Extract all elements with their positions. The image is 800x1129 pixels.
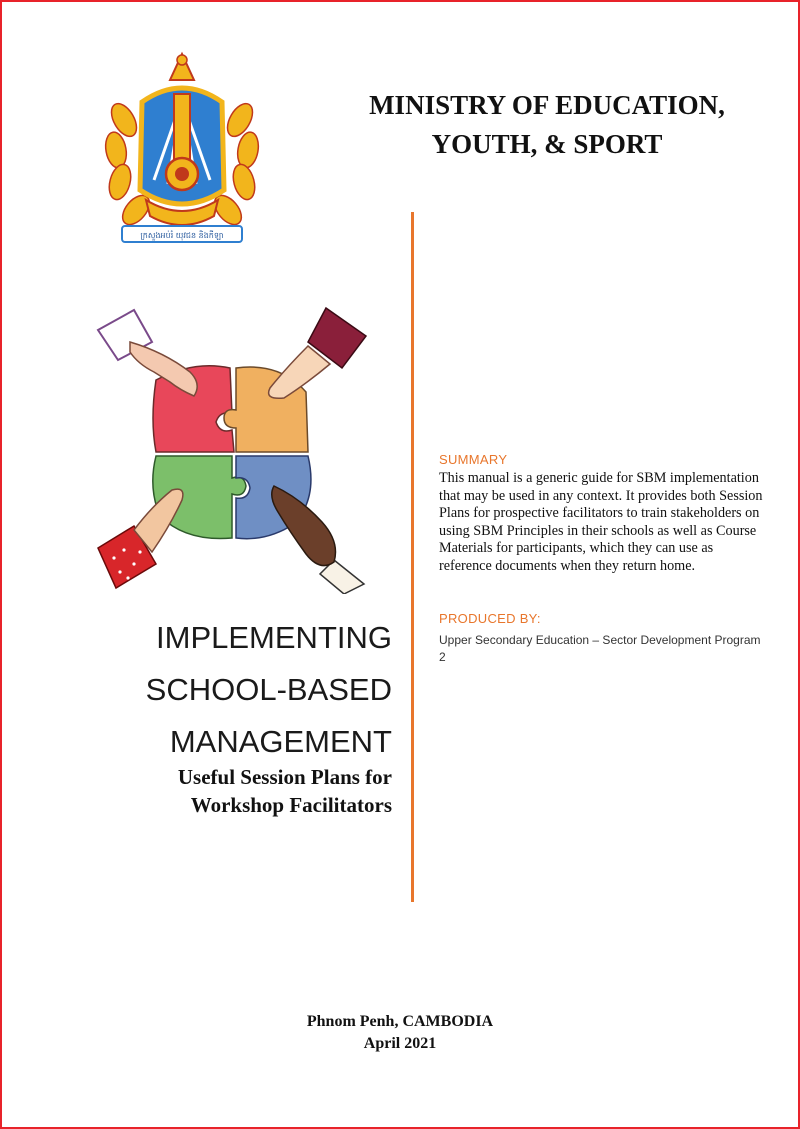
title-line2: SCHOOL-BASED xyxy=(145,672,392,707)
summary-heading: SUMMARY xyxy=(439,452,508,467)
ministry-title-line2: YOUTH, & SPORT xyxy=(431,129,663,159)
document-title xyxy=(102,612,392,768)
title-line1: IMPLEMENTING xyxy=(156,620,392,655)
ministry-emblem-icon xyxy=(102,50,262,250)
ministry-title-line1: MINISTRY OF EDUCATION, xyxy=(369,90,725,120)
produced-by-text: Upper Secondary Education – Sector Development Program 2 xyxy=(439,633,761,664)
publication-date: April 2021 xyxy=(363,1035,437,1052)
title-line3: MANAGEMENT xyxy=(169,724,392,759)
puzzle-hands-illustration xyxy=(94,302,374,594)
emblem-banner-text: ក្រសួងអប់រំ យុវជន និងកីឡា xyxy=(140,231,224,240)
document-subtitle xyxy=(102,763,392,819)
subtitle-line2: Workshop Facilitators xyxy=(190,793,392,817)
summary-text: This manual is a generic guide for SBM implementation that may be used in any context. It provides both Session Plans for prospective facilitators to train stakeholders on using SBM Principles in their schools as well as Course Materials for participants, which they can use as reference documents when they return home. xyxy=(439,470,763,574)
publication-place: Phnom Penh, CAMBODIA xyxy=(306,1013,494,1030)
produced-by-heading: PRODUCED BY: xyxy=(439,611,541,626)
subtitle-line1: Useful Session Plans for xyxy=(177,765,392,789)
ministry-title xyxy=(332,86,762,164)
vertical-divider xyxy=(411,212,414,902)
